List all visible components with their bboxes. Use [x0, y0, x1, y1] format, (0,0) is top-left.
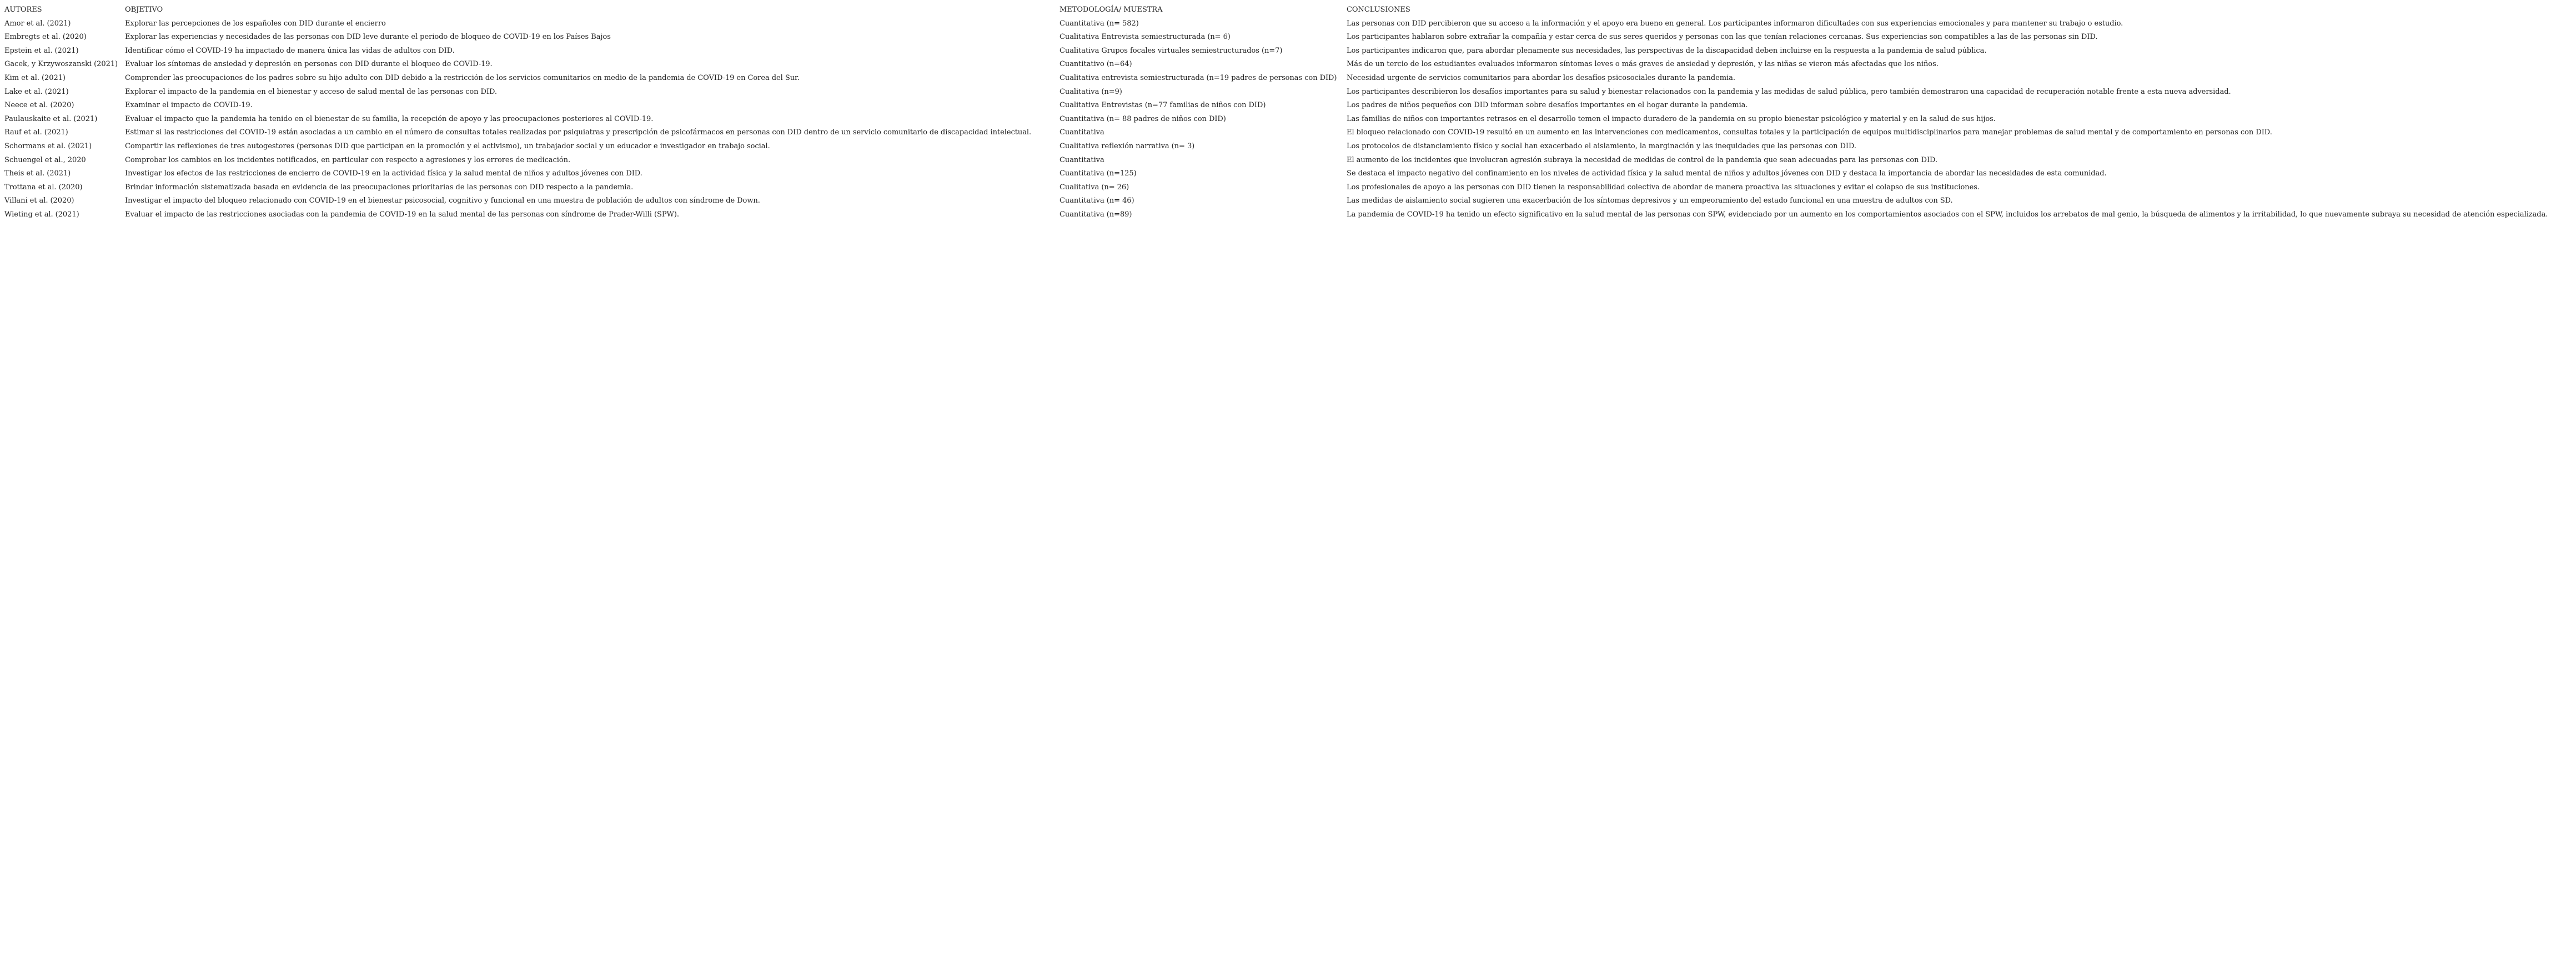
table-row — [3, 126, 2574, 140]
cell-objective: Compartir las reflexiones de tres autogestores (personas DID que participan en la promoción y el activismo), un trabajador social y un educador e investigador en trabajo social. — [125, 142, 770, 150]
cell-conclusions — [1345, 222, 2574, 236]
cell-methodology: Cuantitativa (n=89) — [1059, 210, 1132, 219]
table-row — [3, 140, 2574, 154]
table-row — [3, 167, 2574, 181]
cell-conclusions: La pandemia de COVID-19 ha tenido un efecto significativo en la salud mental de las personas con SPW, evidenciado por un aumento en los comportamientos asociados con el SPW, incluidos los arrebatos de mal genio, la búsqueda de alimentos y la irritabilidad, lo que nuevamente subraya su necesidad de atención especializada. — [1347, 210, 2548, 219]
cell-objective: Estimar si las restricciones del COVID-19 están asociadas a un cambio en el número de consultas totales realizadas por psiquiatras y prescripción de psicofármacos en personas con DID dentro de un servicio comunitario de discapacidad intelectual. — [125, 128, 1032, 137]
cell-authors: Rauf et al. (2021) — [4, 128, 68, 137]
table-body — [3, 17, 2574, 236]
cell-objective: Comprender las preocupaciones de los padres sobre su hijo adulto con DID debido a la restricción de los servicios comunitarios en medio de la pandemia de COVID-19 en Corea del Sur. — [125, 73, 800, 82]
table-row — [3, 113, 2574, 127]
table-row — [3, 72, 2574, 85]
cell-objective: Identificar cómo el COVID-19 ha impactado de manera única las vidas de adultos con DID. — [125, 46, 455, 55]
cell-conclusions: Las familias de niños con importantes retrasos en el desarrollo temen el impacto duradero de la pandemia en su propio bienestar psicológico y material y en la salud de sus hijos. — [1347, 114, 1996, 123]
cell-methodology: Cuantitativa — [1059, 155, 1104, 164]
header-row — [3, 3, 2574, 17]
table-row — [3, 31, 2574, 44]
cell-conclusions: El bloqueo relacionado con COVID-19 resultó en un aumento en las intervenciones con medicamentos, consultas totales y la participación de equipos multidisciplinarios para manejar problemas de salud mental y de comportamiento en personas con DID. — [1347, 128, 2272, 137]
cell-objective — [123, 222, 1058, 236]
cell-objective: Explorar las experiencias y necesidades de las personas con DID leve durante el periodo de bloqueo de COVID-19 en los Países Bajos — [125, 33, 611, 42]
cell-conclusions: El aumento de los incidentes que involucran agresión subraya la necesidad de medidas de control de la pandemia que sean adecuadas para las personas con DID. — [1347, 155, 1938, 164]
cell-objective: Explorar las percepciones de los españoles con DID durante el encierro — [125, 19, 386, 28]
cell-authors: Embregts et al. (2020) — [4, 33, 87, 42]
cell-authors: Kim et al. (2021) — [4, 73, 66, 82]
cell-methodology: Cualitativa Entrevista semiestructurada (n= 6) — [1059, 33, 1231, 42]
cell-objective: Investigar los efectos de las restricciones de encierro de COVID-19 en la actividad física y la salud mental de niños y adultos jóvenes con DID. — [125, 169, 642, 178]
table-row — [3, 181, 2574, 195]
cell-authors: Lake et al. (2021) — [4, 87, 69, 96]
cell-conclusions: Las personas con DID percibieron que su acceso a la información y el apoyo era bueno en general. Los participantes informaron dificultades con sus experiencias emocionales y para mantener su trabajo o estudio. — [1347, 19, 2123, 28]
cell-objective: Investigar el impacto del bloqueo relacionado con COVID-19 en el bienestar psicosocial, cognitivo y funcional en una muestra de población de adultos con síndrome de Down. — [125, 197, 760, 205]
cell-authors: Villani et al. (2020) — [4, 197, 74, 205]
table-row — [3, 85, 2574, 99]
cell-authors: Epstein et al. (2021) — [4, 46, 79, 55]
cell-conclusions: Los participantes hablaron sobre extrañar la compañía y estar cerca de sus seres queridos y personas con las que tenían relaciones cercanas. Sus experiencias son compatibles a las de las personas sin DID. — [1347, 33, 2098, 42]
cell-conclusions: Más de un tercio de los estudiantes evaluados informaron síntomas leves o más graves de ansiedad y depresión, y las niñas se vieron más afectadas que los niños. — [1347, 60, 1939, 69]
header-objective: OBJETIVO — [125, 6, 163, 14]
cell-objective: Evaluar el impacto que la pandemia ha tenido en el bienestar de su familia, la recepción de apoyo y las preocupaciones posteriores al COVID-19. — [125, 114, 654, 123]
cell-objective: Explorar el impacto de la pandemia en el bienestar y acceso de salud mental de las personas con DID. — [125, 87, 497, 96]
table-row — [3, 99, 2574, 113]
cell-methodology: Cualitativa (n=9) — [1059, 87, 1122, 96]
cell-methodology: Cualitativa Entrevistas (n=77 familias de niños con DID) — [1059, 101, 1266, 110]
cell-authors: Theis et al. (2021) — [4, 169, 71, 178]
table-row — [3, 194, 2574, 208]
table-row — [3, 44, 2574, 58]
table-row — [3, 154, 2574, 168]
cell-authors: Wieting et al. (2021) — [4, 210, 79, 219]
cell-methodology: Cuantitativa (n= 582) — [1059, 19, 1139, 28]
cell-objective: Examinar el impacto de COVID-19. — [125, 101, 253, 110]
table-row — [3, 208, 2574, 222]
cell-conclusions: Los profesionales de apoyo a las personas con DID tienen la responsabilidad colectiva de abordar de manera proactiva las situaciones y evitar el colapso de sus instituciones. — [1347, 183, 1980, 192]
cell-methodology: Cualitativa reflexión narrativa (n= 3) — [1059, 142, 1195, 150]
table-row — [3, 58, 2574, 72]
cell-conclusions: Los participantes indicaron que, para abordar plenamente sus necesidades, las perspectivas de la discapacidad deben incluirse en la respuesta a la pandemia de salud pública. — [1347, 46, 1987, 55]
cell-authors: Gacek, y Krzywoszanski (2021) — [4, 60, 118, 69]
cell-authors — [3, 222, 123, 236]
cell-authors: Schormans et al. (2021) — [4, 142, 92, 150]
cell-conclusions: Los protocolos de distanciamiento físico y social han exacerbado el aislamiento, la marginación y las inequidades que las personas con DID. — [1347, 142, 1856, 150]
cell-authors: Paulauskaite et al. (2021) — [4, 114, 98, 123]
cell-conclusions: Necesidad urgente de servicios comunitarios para abordar los desafíos psicosociales durante la pandemia. — [1347, 73, 1735, 82]
cell-authors: Amor et al. (2021) — [4, 19, 71, 28]
cell-objective: Evaluar el impacto de las restricciones asociadas con la pandemia de COVID-19 en la salud mental de las personas con síndrome de Prader-Willi (SPW). — [125, 210, 679, 219]
cell-methodology: Cuantitativa (n= 46) — [1059, 197, 1134, 205]
cell-methodology: Cuantitativo (n=64) — [1059, 60, 1132, 69]
cell-conclusions: Las medidas de aislamiento social sugieren una exacerbación de los síntomas depresivos y un empeoramiento del estado funcional en una muestra de adultos con SD. — [1347, 197, 1953, 205]
cell-methodology: Cualitativa (n= 26) — [1059, 183, 1129, 192]
cell-objective: Comprobar los cambios en los incidentes notificados, en particular con respecto a agresiones y los errores de medicación. — [125, 155, 571, 164]
cell-conclusions: Se destaca el impacto negativo del confinamiento en los niveles de actividad física y la salud mental de niños y adultos jóvenes con DID y destaca la importancia de abordar las necesidades de esta comunidad. — [1347, 169, 2107, 178]
header-methodology: METODOLOGÍA/ MUESTRA — [1059, 6, 1163, 14]
cell-methodology: Cuantitativa — [1059, 128, 1104, 137]
header-conclusions: CONCLUSIONES — [1347, 6, 1410, 14]
cell-objective: Evaluar los síntomas de ansiedad y depresión en personas con DID durante el bloqueo de COVID-19. — [125, 60, 493, 69]
cell-authors: Neece et al. (2020) — [4, 101, 74, 110]
cell-methodology: Cualitativa entrevista semiestructurada (n=19 padres de personas con DID) — [1059, 73, 1337, 82]
cell-authors: Trottana et al. (2020) — [4, 183, 83, 192]
table-row — [3, 222, 2574, 236]
cell-methodology: Cuantitativa (n= 88 padres de niños con DID) — [1059, 114, 1226, 123]
table-row — [3, 17, 2574, 31]
cell-authors: Schuengel et al., 2020 — [4, 155, 86, 164]
cell-methodology — [1058, 222, 1345, 236]
cell-conclusions: Los padres de niños pequeños con DID informan sobre desafíos importantes en el hogar durante la pandemia. — [1347, 101, 1748, 110]
header-authors: AUTORES — [4, 6, 42, 14]
cell-objective: Brindar información sistematizada basada en evidencia de las preocupaciones prioritarias de las personas con DID respecto a la pandemia. — [125, 183, 634, 192]
cell-methodology: Cualitativa Grupos focales virtuales semiestructurados (n=7) — [1059, 46, 1283, 55]
cell-methodology: Cuantitativa (n=125) — [1059, 169, 1137, 178]
studies-table — [3, 3, 2574, 235]
cell-conclusions: Los participantes describieron los desafíos importantes para su salud y bienestar relacionados con la pandemia y las medidas de salud pública, pero también demostraron una capacidad de recuperación notable frente a esta nueva adversidad. — [1347, 87, 2231, 96]
